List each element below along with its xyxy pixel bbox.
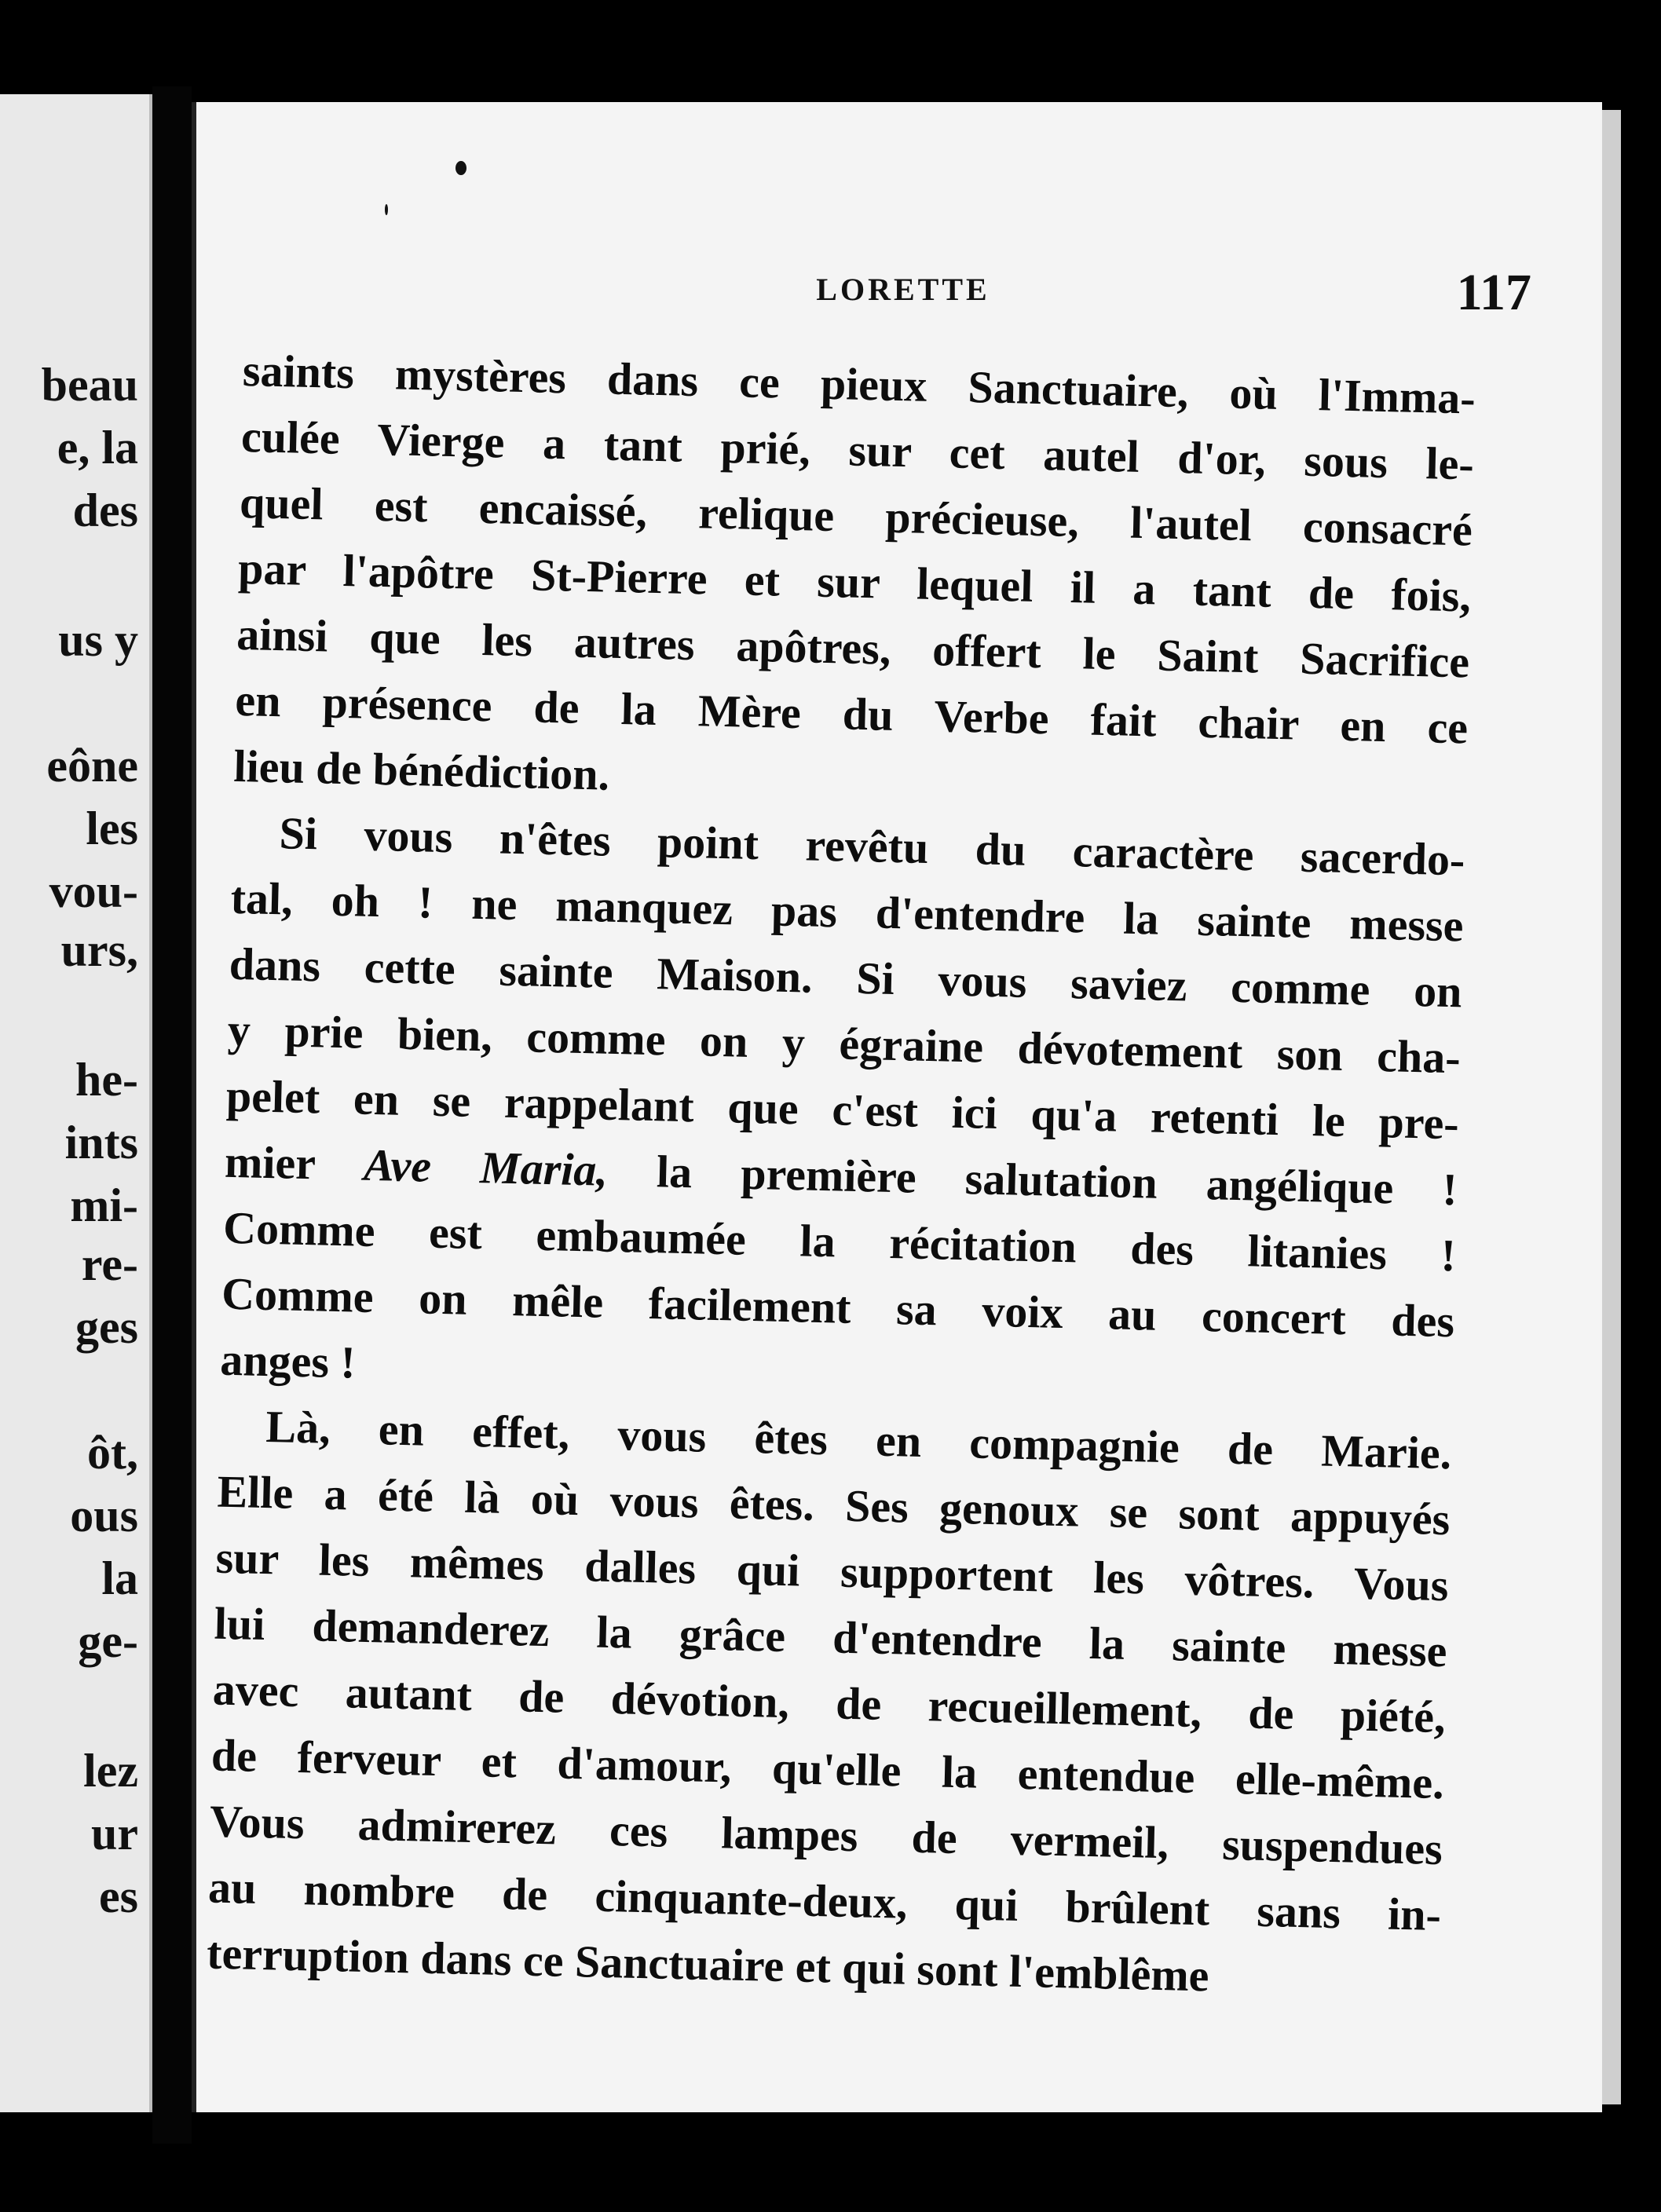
text-line: au nombre de cinquante-deux, qui brûlent sans in- xyxy=(207,1861,1442,1941)
text-line: y prie bien, comme on y égraine dévotement son cha- xyxy=(227,1004,1462,1084)
left-page-line: la xyxy=(101,1552,138,1604)
left-page-line: les xyxy=(86,803,138,854)
text-line: tal, oh ! ne manquez pas d'entendre la sainte messe xyxy=(230,872,1465,952)
running-head: LORETTE xyxy=(816,272,990,307)
left-page-line: us y xyxy=(58,614,138,666)
text-line: dans cette sainte Maison. Si vous saviez comme on xyxy=(229,938,1463,1018)
left-page-line: beau xyxy=(41,359,138,411)
left-page-line: ge- xyxy=(78,1615,138,1667)
ink-speck xyxy=(385,204,388,215)
right-page xyxy=(192,102,1602,2112)
text-line: Comme on mêle facilement sa voix au concert des xyxy=(221,1267,1455,1347)
text-line: ainsi que les autres apôtres, offert le Saint Sacrifice xyxy=(236,608,1470,688)
paragraph xyxy=(220,799,1466,1420)
ink-speck xyxy=(455,161,466,175)
text-line: terruption dans ce Sanctuaire et qui sont l'emblême xyxy=(206,1927,1210,2002)
left-page-line: des xyxy=(72,484,138,536)
left-page-line: lez xyxy=(83,1745,138,1797)
text-line: Vous admirerez ces lampes de vermeil, suspendues xyxy=(209,1795,1443,1875)
left-facing-page xyxy=(0,94,152,2112)
left-page-line: ints xyxy=(64,1117,138,1168)
text-line: Là, en effet, vous êtes en compagnie de Marie. xyxy=(265,1401,1452,1479)
text-line: par l'apôtre St-Pierre et sur lequel il a tant de fois, xyxy=(237,542,1472,622)
left-page-line: e, la xyxy=(57,422,138,473)
left-page-line: ous xyxy=(70,1490,138,1541)
paragraph xyxy=(206,1393,1452,2014)
left-page-line: ôt, xyxy=(87,1427,138,1479)
left-page-line: mi- xyxy=(70,1179,138,1231)
left-page-line: ur xyxy=(91,1808,138,1859)
paragraph xyxy=(233,338,1476,827)
left-page-line: he- xyxy=(75,1054,138,1106)
text-line: Comme est embaumée la récitation des litanies ! xyxy=(222,1201,1457,1281)
body-text xyxy=(206,338,1476,2014)
left-page-line: eône xyxy=(46,740,138,792)
left-page-line: es xyxy=(99,1870,138,1922)
left-page-line: urs, xyxy=(60,924,138,976)
text-line: Si vous n'êtes point revêtu du caractère sacerdo- xyxy=(278,807,1466,886)
text-line: lui demanderez la grâce d'entendre la sainte messe xyxy=(214,1597,1448,1677)
text-line: culée Vierge a tant prié, sur cet autel d'or, sous le- xyxy=(240,410,1475,490)
page-number: 117 xyxy=(1456,264,1531,321)
text-line: mier Ave Maria, la première salutation angélique ! xyxy=(224,1135,1458,1216)
text-line: Elle a été là où vous êtes. Ses genoux se sont appuyés xyxy=(216,1465,1451,1545)
text-line: sur les mêmes dalles qui supportent les vôtres. Vous xyxy=(215,1531,1450,1611)
left-page-line: ges xyxy=(75,1301,138,1353)
text-line: saints mystères dans ce pieux Sanctuaire, où l'Imma- xyxy=(242,344,1476,424)
italic-phrase: Ave Maria, xyxy=(363,1139,609,1196)
text-line: en présence de la Mère du Verbe fait chair en ce xyxy=(234,674,1469,754)
book-gutter xyxy=(152,86,192,2144)
text-line: avec autant de dévotion, de recueillement, de piété, xyxy=(212,1663,1447,1743)
text-line: quel est encaissé, relique précieuse, l'autel consacré xyxy=(239,476,1473,556)
left-page-line: re- xyxy=(81,1238,138,1290)
text-line: de ferveur et d'amour, qu'elle la entendue elle-même. xyxy=(210,1729,1445,1809)
text-line: pelet en se rappelant que c'est ici qu'a retenti le pre- xyxy=(225,1069,1460,1150)
text-line: anges ! xyxy=(219,1333,357,1388)
left-page-line: vou- xyxy=(49,865,138,917)
text-line: lieu de bénédiction. xyxy=(232,740,610,800)
